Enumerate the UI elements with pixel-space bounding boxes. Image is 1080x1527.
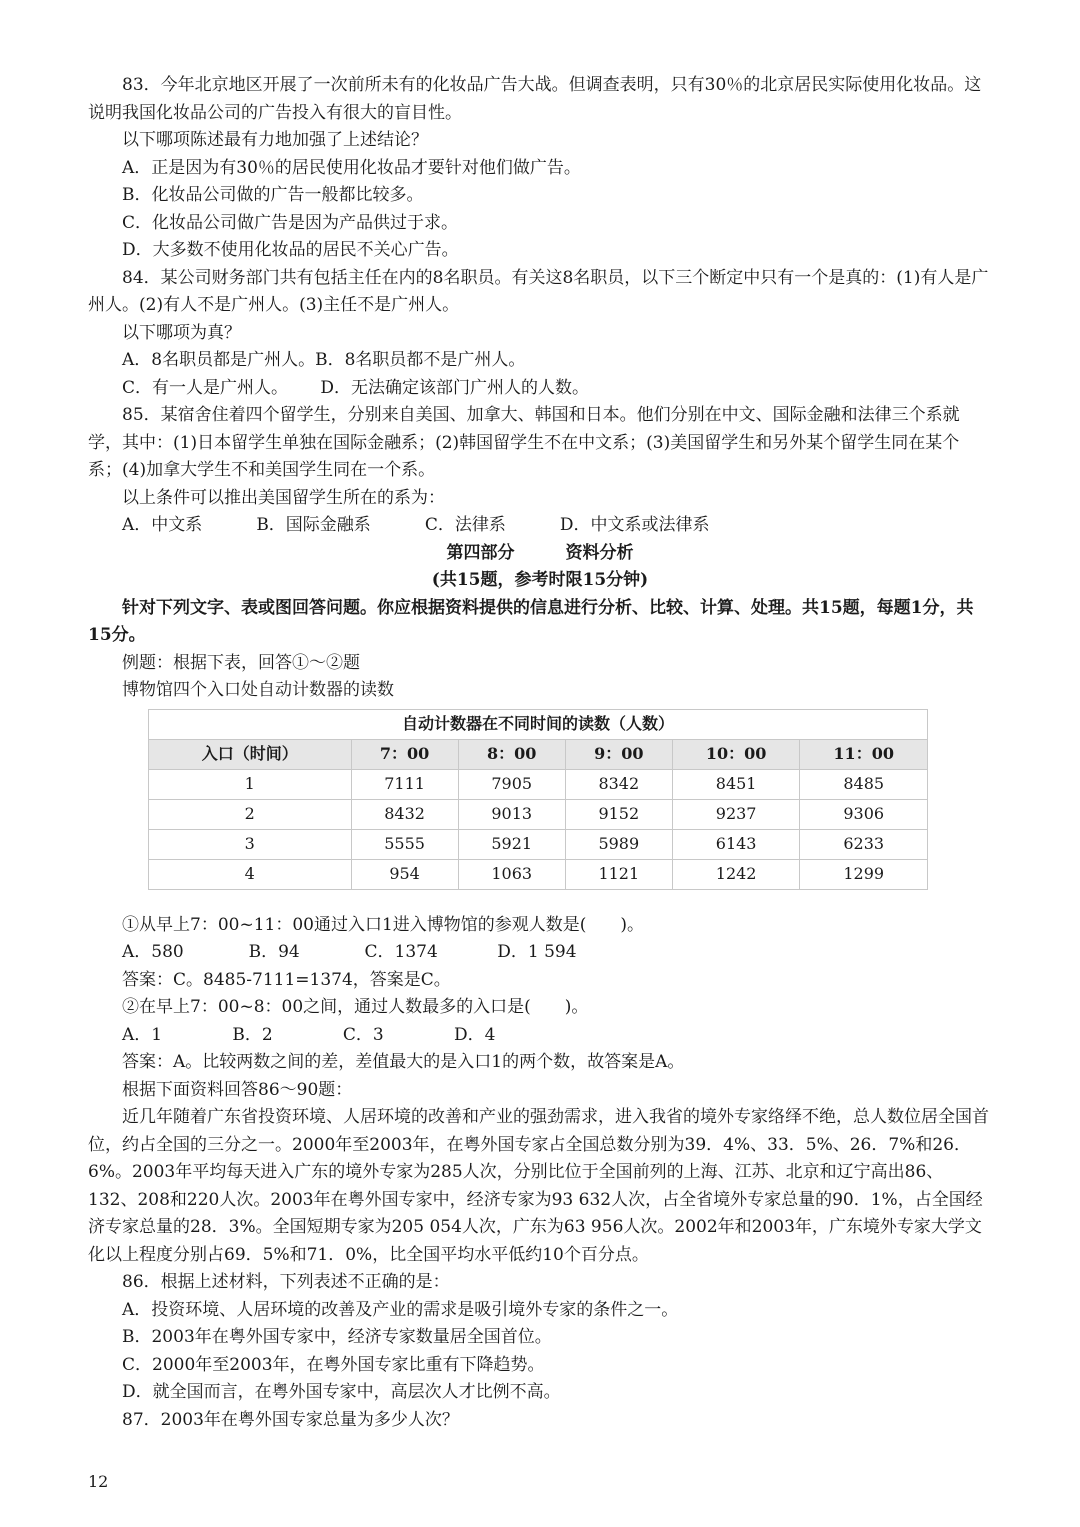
q86-option-c: C．2000年至2003年，在粤外国专家比重有下降趋势。: [122, 1354, 545, 1375]
example-q2-options: A．1 B．2 C．3 D．4: [122, 1024, 496, 1045]
table-cell: 4: [149, 859, 352, 889]
table-row: [149, 769, 928, 799]
q86-option-d: D．就全国而言，在粤外国专家中，高层次人才比例不高。: [122, 1382, 561, 1402]
table-title: 自动计数器在不同时间的读数（人数）: [149, 709, 928, 739]
table-header: 10：00: [672, 739, 800, 769]
table-cell: 1: [149, 769, 352, 799]
counter-table: [148, 709, 928, 890]
q83-stem: 83．今年北京地区开展了一次前所未有的化妆品广告大战。但调查表明，只有30％的北京居民实际使用化妆品。这说明我国化妆品公司的广告投入有很大的盲目性。: [88, 75, 982, 123]
table-cell: 9013: [458, 799, 565, 829]
q84-options-ab: A．8名职员都是广州人。B．8名职员都不是广州人。: [122, 350, 526, 370]
table-cell: 8342: [565, 769, 672, 799]
section-title: 第四部分 资料分析: [446, 542, 634, 563]
q83-option-d: D．大多数不使用化妆品的居民不关心广告。: [122, 240, 459, 260]
example-intro: 例题：根据下表，回答①～②题: [122, 652, 360, 673]
table-row: [149, 859, 928, 889]
table-row: [149, 829, 928, 859]
q87-stem: 87．2003年在粤外国专家总量为多少人次？: [122, 1409, 459, 1430]
q84-question: 以下哪项为真？: [122, 322, 241, 343]
table-header: 9：00: [565, 739, 672, 769]
q84-stem: 84．某公司财务部门共有包括主任在内的8名职员。有关这8名职员，以下三个断定中只有一个是真的：(1)有人是广州人。(2)有人不是广州人。(3)主任不是广州人。: [88, 267, 989, 315]
q83-question: 以下哪项陈述最有力地加强了上述结论？: [122, 130, 428, 150]
table-cell: 9152: [565, 799, 672, 829]
table-header: 11：00: [800, 739, 928, 769]
page-number: 12: [88, 1472, 109, 1491]
table-cell: 9306: [800, 799, 928, 829]
q85-stem: 85．某宿舍住着四个留学生，分别来自美国、加拿大、韩国和日本。他们分别在中文、国际金融和法律三个系就学，其中：(1)日本留学生单独在国际金融系；(2)韩国留学生不在中文系；(3)美国留学生和另外某个留学生同在某个系；(4)加拿大学生不和美国学生同在一个系。: [88, 405, 960, 480]
passage-intro: 根据下面资料回答86～90题：: [122, 1079, 353, 1100]
table-cell: 8432: [351, 799, 458, 829]
table-cell: 2: [149, 799, 352, 829]
q83-option-b: B．化妆品公司做的广告一般都比较多。: [122, 185, 424, 205]
page-content: [88, 72, 992, 1434]
q83-option-c: C．化妆品公司做广告是因为产品供过于求。: [122, 212, 459, 233]
table-cell: 6143: [672, 829, 800, 859]
q85-question: 以上条件可以推出美国留学生所在的系为：: [122, 487, 445, 508]
table-row: [149, 799, 928, 829]
table-cell: 5989: [565, 829, 672, 859]
table-cell: 6233: [800, 829, 928, 859]
table-cell: 1121: [565, 859, 672, 889]
section-instruction: 针对下列文字、表或图回答问题。你应根据资料提供的信息进行分析、比较、计算、处理。共15题，每题1分，共15分。: [88, 597, 974, 645]
table-cell: 3: [149, 829, 352, 859]
example-q1-options: A．580 B．94 C．1374 D．1 594: [122, 942, 577, 962]
table-cell: 7905: [458, 769, 565, 799]
q86-stem: 86．根据上述材料，下列表述不正确的是：: [122, 1272, 450, 1292]
example-q2: ②在早上7：00~8：00之间，通过人数最多的入口是( )。: [122, 997, 589, 1017]
table-cell: 1063: [458, 859, 565, 889]
table-cell: 5555: [351, 829, 458, 859]
q84-options-cd: C．有一人是广州人。 D．无法确定该部门广州人的人数。: [122, 377, 590, 398]
table-header: 入口（时间）: [149, 739, 352, 769]
q83-option-a: A．正是因为有30％的居民使用化妆品才要针对他们做广告。: [122, 157, 581, 178]
example-q2-answer: 答案：A。比较两数之间的差，差值最大的是入口1的两个数，故答案是A。: [122, 1052, 685, 1072]
table-cell: 8485: [800, 769, 928, 799]
example-q1-answer: 答案：C。8485-7111=1374，答案是C。: [122, 969, 451, 990]
example-q1: ①从早上7：00~11：00通过入口1进入博物馆的参观人数是( )。: [122, 914, 645, 935]
table-cell: 9237: [672, 799, 800, 829]
passage-text: 近几年随着广东省投资环境、人居环境的改善和产业的强劲需求，进入我省的境外专家络绎不绝，总人数位居全国首位，约占全国的三分之一。2000年至2003年，在粤外国专家占全国总数分别为39．4%、33．5%、26．7%和26．6%。2003年平均每天进入广东的境外专家为285人次，分别比位于全国前列的上海、江苏、北京和辽宁高出86、132、208和220人次。2003年在粤外国专家中，经济专家为93 632人次，占全省境外专家总量的90．1%，占全国经济专家总量的28．3%。全国短期专家为205 054人次，广东为63 956人次。2002年和2003年，广东境外专家大学文化以上程度分别占69．5%和71．0%，比全国平均水平低约10个百分点。: [88, 1107, 989, 1265]
table-header: 8：00: [458, 739, 565, 769]
table-cell: 7111: [351, 769, 458, 799]
q86-option-b: B．2003年在粤外国专家中，经济专家数量居全国首位。: [122, 1327, 552, 1347]
table-cell: 5921: [458, 829, 565, 859]
table-cell: 954: [351, 859, 458, 889]
q86-option-a: A．投资环境、人居环境的改善及产业的需求是吸引境外专家的条件之一。: [122, 1299, 679, 1320]
table-caption: 博物馆四个入口处自动计数器的读数: [122, 680, 394, 700]
q85-options: A．中文系 B．国际金融系 C．法律系 D．中文系或法律系: [122, 515, 710, 535]
table-cell: 1242: [672, 859, 800, 889]
table-cell: 8451: [672, 769, 800, 799]
section-subtitle: (共15题，参考时限15分钟): [431, 570, 649, 590]
table-cell: 1299: [800, 859, 928, 889]
table-header: 7：00: [351, 739, 458, 769]
